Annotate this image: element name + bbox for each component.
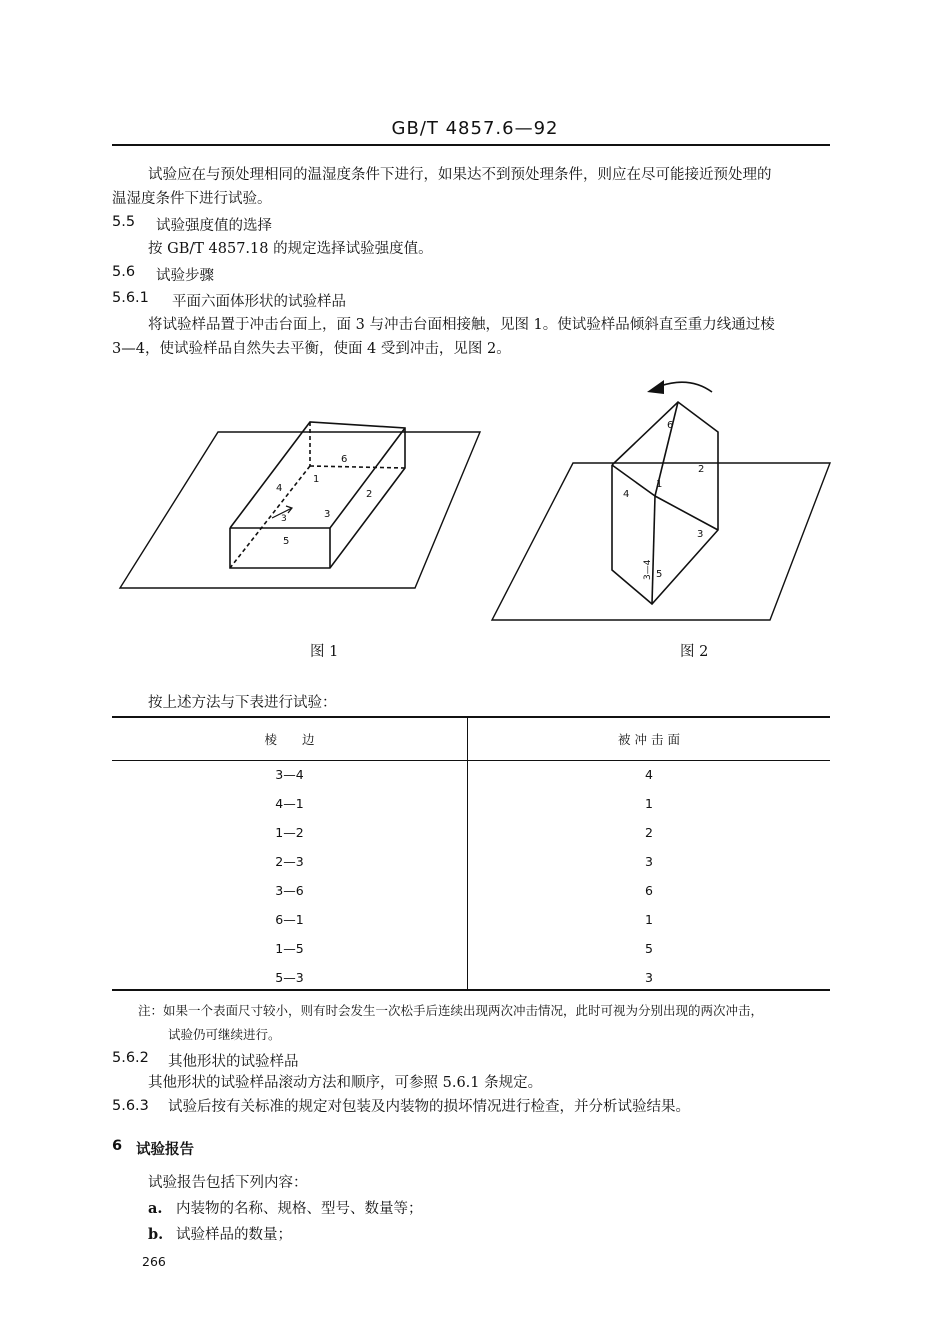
intro-line-1: 试验应在与预处理相同的温湿度条件下进行，如果达不到预处理条件，则应在尽可能接近预处理的 [148, 167, 772, 183]
table-cell-face: 5 [645, 941, 653, 956]
table-cell-edge: 5—3 [275, 970, 304, 985]
figure-1-caption: 图 1 [310, 644, 339, 660]
table-bottom-rule [112, 989, 830, 991]
note-line-1: 注：如果一个表面尺寸较小，则有时会发生一次松手后连续出现两次冲击情况，此时可视为分别出现的两次冲击， [138, 1003, 764, 1018]
figure-1-face-6: 6 [341, 454, 348, 465]
figure-2-diagram [490, 375, 835, 625]
page-number: 266 [142, 1254, 166, 1269]
section-5-6-1-line-2: 3—4，使试验样品自然失去平衡，使面 4 受到冲击，见图 2。 [112, 341, 511, 357]
section-5-6-3-body: 试验后按有关标准的规定对包装及内装物的损坏情况进行检查，并分析试验结果。 [168, 1099, 690, 1115]
table-cell-face: 3 [645, 854, 653, 869]
section-5-6-1-line-1: 将试验样品置于冲击台面上，面 3 与冲击台面相接触，见图 1。使试验样品倾斜直至重力线通过棱 [148, 317, 775, 333]
figure-1-face-3-arrow-label: 3 [281, 514, 287, 524]
section-5-6-number: 5.6 [112, 264, 136, 280]
section-5-5-body: 按 GB/T 4857.18 的规定选择试验强度值。 [148, 241, 433, 257]
section-6-title: 试验报告 [136, 1141, 194, 1158]
header-rule [112, 144, 830, 146]
report-item-b-label: b. [148, 1226, 164, 1243]
figure-2-edge-3-4: 3—4 [643, 559, 653, 580]
table-cell-edge: 3—4 [275, 767, 304, 782]
figure-2-face-6: 6 [667, 420, 674, 431]
figure-1-face-5: 5 [283, 536, 290, 547]
note-line-2: 试验仍可继续进行。 [168, 1027, 281, 1042]
table-header-edge: 棱 边 [264, 732, 315, 747]
section-5-6-2-title: 其他形状的试验样品 [168, 1054, 299, 1070]
table-cell-edge: 4—1 [275, 796, 304, 811]
section-5-6-title: 试验步骤 [156, 268, 214, 284]
table-cell-face: 2 [645, 825, 653, 840]
table-cell-edge: 1—2 [275, 825, 304, 840]
table-top-rule [112, 716, 830, 718]
section-5-5-title: 试验强度值的选择 [156, 218, 272, 234]
section-5-6-3-number: 5.6.3 [112, 1098, 149, 1114]
figure-1-face-1: 1 [313, 474, 320, 485]
table-cell-edge: 3—6 [275, 883, 304, 898]
section-5-6-2-number: 5.6.2 [112, 1050, 149, 1066]
section-5-6-1-number: 5.6.1 [112, 290, 149, 306]
table-intro: 按上述方法与下表进行试验： [148, 695, 337, 711]
intro-line-2: 温湿度条件下进行试验。 [112, 191, 272, 207]
report-item-a-label: a. [148, 1200, 163, 1217]
table-cell-edge: 6—1 [275, 912, 304, 927]
figure-2-face-4: 4 [623, 489, 630, 500]
section-5-6-2-body: 其他形状的试验样品滚动方法和顺序，可参照 5.6.1 条规定。 [148, 1075, 543, 1091]
table-cell-face: 1 [645, 912, 653, 927]
section-5-5-number: 5.5 [112, 214, 136, 230]
section-6-intro: 试验报告包括下列内容： [148, 1175, 308, 1191]
figure-2-face-5: 5 [656, 569, 663, 580]
figure-2-face-1: 1 [656, 479, 663, 490]
table-cell-edge: 1—5 [275, 941, 304, 956]
table-cell-edge: 2—3 [275, 854, 304, 869]
section-5-6-1-title: 平面六面体形状的试验样品 [172, 294, 346, 310]
figure-1-face-4: 4 [276, 483, 283, 494]
figure-2-caption: 图 2 [680, 644, 709, 660]
figure-1-diagram [110, 410, 490, 600]
table-cell-face: 6 [645, 883, 653, 898]
figure-2-face-3: 3 [697, 529, 704, 540]
standard-code-header: GB/T 4857.6—92 [391, 118, 559, 139]
figure-2-face-2: 2 [698, 464, 705, 475]
section-6-number: 6 [112, 1138, 123, 1154]
figure-1-face-3: 3 [324, 509, 331, 520]
report-item-a-text: 内装物的名称、规格、型号、数量等； [176, 1201, 423, 1217]
table-cell-face: 1 [645, 796, 653, 811]
table-header-rule [112, 760, 830, 761]
table-cell-face: 3 [645, 970, 653, 985]
table-header-impact-face: 被 冲 击 面 [618, 732, 680, 747]
report-item-b-text: 试验样品的数量； [176, 1227, 292, 1243]
table-cell-face: 4 [645, 767, 653, 782]
figure-1-face-2: 2 [366, 489, 373, 500]
